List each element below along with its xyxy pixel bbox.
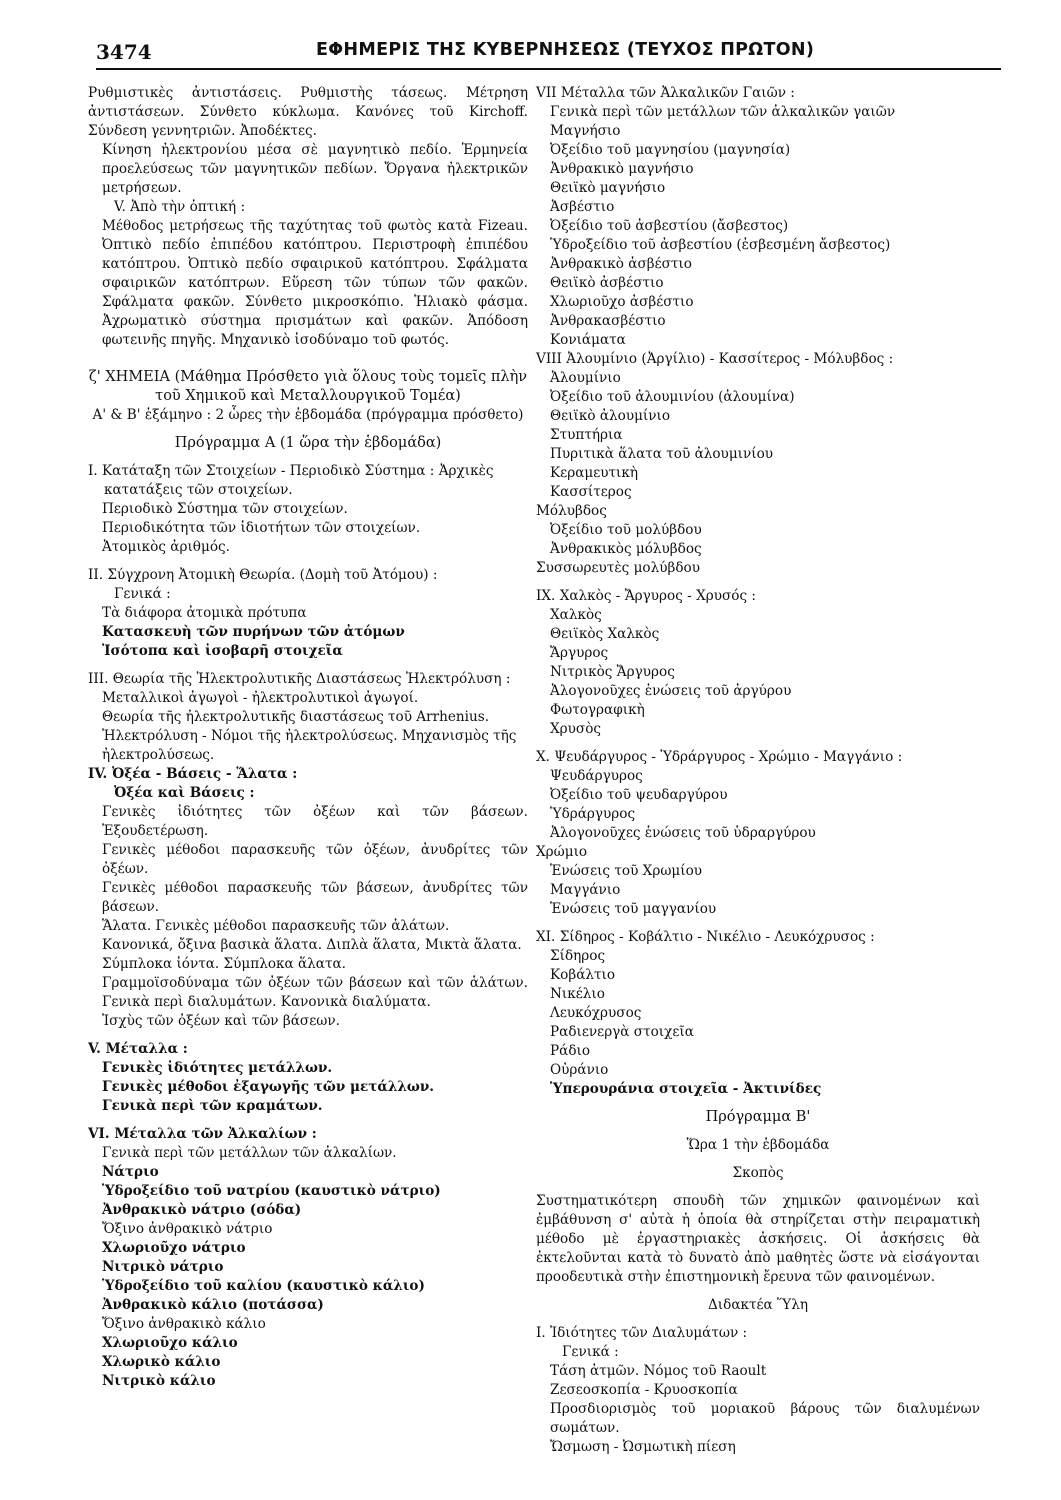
list-item: Ἠλεκτρόλυση - Νόμοι τῆς ἠλεκτρολύσεως. Μηχανισμὸς τῆς ἠλεκτρολύσεως. — [102, 728, 517, 763]
list-item: Χλωρικὸ κάλιο — [102, 1354, 221, 1370]
section-4-subheading: Ὀξέα καὶ Βάσεις : — [114, 785, 255, 801]
list-item: Πυριτικὰ ἅλατα τοῦ ἀλουμινίου — [550, 446, 774, 462]
program-b-general: Γενικά : — [562, 1344, 619, 1360]
list-item: Ἀτομικὸς ἀριθμός. — [102, 539, 230, 555]
list-item: Γενικὰ περὶ τῶν μετάλλων τῶν ἀλκαλικῶν γαιῶν — [550, 104, 896, 120]
list-item: Ἀνθρακικὸ ἀσβέστιο — [550, 256, 692, 272]
list-item: Χλωριοῦχο νάτριο — [102, 1240, 246, 1256]
list-item: Ὑδροξείδιο τοῦ καλίου (καυστικὸ κάλιο) — [102, 1278, 425, 1294]
list-item: Ὑδράργυρος — [550, 806, 636, 822]
list-item: Ἑνώσεις τοῦ Χρωμίου — [550, 863, 703, 879]
list-item: Θειϊκὸ ἀλουμίνιο — [550, 408, 671, 424]
semester-line: Α' & Β' ἑξάμηνο : 2 ὧρες τὴν ἑβδομάδα (πρόγραμμα πρόσθετο) — [92, 407, 524, 423]
taught-material-heading: Διδακτέα Ὕλη — [707, 1297, 809, 1313]
list-item: Οὐράνιο — [550, 1062, 609, 1078]
list-item: Κατασκευὴ τῶν πυρήνων τῶν ἀτόμων — [102, 624, 405, 640]
list-item: Σύμπλοκα ἰόντα. Σύμπλοκα ἅλατα. — [102, 956, 346, 972]
purpose-heading: Σκοπὸς — [732, 1165, 784, 1181]
list-item: Μεταλλικοὶ ἀγωγοὶ - ἠλεκτρολυτικοὶ ἀγωγοί. — [102, 690, 419, 706]
list-item: Ραδιενεργὰ στοιχεῖα — [550, 1024, 694, 1040]
list-item: Περιοδικότητα τῶν ἰδιοτήτων τῶν στοιχείων. — [102, 520, 421, 536]
list-item: Θεωρία τῆς ἠλεκτρολυτικῆς διαστάσεως τοῦ Arrhenius. — [102, 709, 490, 725]
section-6-title: VI. Μέταλλα τῶν Ἀλκαλίων : — [88, 1126, 317, 1142]
list-item: Συσσωρευτὲς μολύβδου — [536, 560, 700, 576]
chemistry-heading: ζ' ΧΗΜΕΙΑ (Μάθημα Πρόσθετο γιὰ ὅλους τοὺς τομεῖς πλὴν τοῦ Χημικοῦ καὶ Μεταλλουργικοῦ Τομέα) — [88, 369, 528, 404]
optics-heading: V. Ἀπὸ τὴν ὀπτική : — [114, 199, 246, 215]
section-4-title: IV. Ὀξέα - Βάσεις - Ἅλατα : — [88, 766, 298, 782]
list-item: Χλωριοῦχο κάλιο — [102, 1335, 238, 1351]
intro-paragraph-1: Ρυθμιστικὲς ἀντιστάσεις. Ρυθμιστὴς τάσεως. Μέτρηση ἀντιστάσεων. Σύνθετο κύκλωμα. Κανόνες τοῦ Kirchoff. Σύνδεση γεννητριῶν. Ἀποδέκτες. — [88, 85, 528, 139]
list-item: Λευκόχρυσος — [550, 1005, 642, 1021]
list-item: Ὀξείδιο τοῦ ψευδαργύρου — [550, 787, 728, 803]
list-item: Νιτρικὸς Ἄργυρος — [550, 664, 675, 680]
list-item: Ψευδάργυρος — [550, 768, 643, 784]
section-7-title: VII Μέταλλα τῶν Ἀλκαλικῶν Γαιῶν : — [536, 85, 795, 101]
list-item: Ἅλατα. Γενικὲς μέθοδοι παρασκευῆς τῶν ἁλάτων. — [102, 918, 450, 934]
list-item: Ἀνθρακασβέστιο — [550, 313, 666, 329]
program-b-section-1-title: I. Ἰδιότητες τῶν Διαλυμάτων : — [536, 1325, 748, 1341]
section-10-title: X. Ψευδάργυρος - Ὑδράργυρος - Χρώμιο - Μαγγάνιο : — [536, 749, 903, 765]
list-item: Μόλυβδος — [536, 503, 607, 519]
gazette-title: ΕΦΗΜΕΡΙΣ ΤΗΣ ΚΥΒΕΡΝΗΣΕΩΣ (ΤΕΥΧΟΣ ΠΡΩΤΟΝ) — [316, 40, 815, 60]
list-item: Νικέλιο — [550, 986, 605, 1002]
list-item: Ὀξείδιο τοῦ μολύβδου — [550, 522, 702, 538]
list-item: Κοβάλτιο — [550, 967, 616, 983]
list-item: Ἀλουμίνιο — [550, 370, 621, 386]
list-item: Γενικὰ περὶ τῶν κραμάτων. — [102, 1098, 323, 1114]
list-item: Ἀλογονοῦχες ἑνώσεις τοῦ ὑδραργύρου — [550, 825, 816, 841]
section-11-title: XI. Σίδηρος - Κοβάλτιο - Νικέλιο - Λευκόχρυσος : — [536, 929, 875, 945]
page-header — [96, 36, 1001, 76]
list-item: Γενικὲς ἰδιότητες μετάλλων. — [102, 1060, 333, 1076]
list-item: Ὑδροξείδιο τοῦ νατρίου (καυστικὸ νάτριο) — [102, 1183, 441, 1199]
list-item: Ἄργυρος — [550, 645, 609, 661]
header-rule — [96, 68, 1001, 70]
section-2-title: II. Σύγχρονη Ἀτομικὴ Θεωρία. (Δομὴ τοῦ Ἀτόμου) : — [88, 567, 438, 583]
list-item: Ὀξείδιο τοῦ ἀλουμινίου (ἀλουμίνα) — [550, 389, 795, 405]
list-item: Ἀλογονοῦχες ἑνώσεις τοῦ ἀργύρου — [550, 683, 792, 699]
list-item: Γραμμοϊσοδύναμα τῶν ὀξέων τῶν βάσεων καὶ τῶν ἁλάτων. Γενικὰ περὶ διαλυμάτων. Κανονικὰ διαλύματα. — [102, 975, 528, 1010]
list-item: Κασσίτερος — [550, 484, 632, 500]
list-item: Νιτρικὸ νάτριο — [102, 1259, 224, 1275]
list-item: Φωτογραφικὴ — [550, 702, 645, 718]
list-item: Ράδιο — [550, 1043, 591, 1059]
list-item: Θειϊκὸς Χαλκὸς — [550, 626, 660, 642]
list-item: Προσδιορισμὸς τοῦ μοριακοῦ βάρους τῶν διαλυμένων σωμάτων. — [550, 1401, 980, 1436]
list-item: Χρυσὸς — [550, 721, 602, 737]
hour-line: Ὥρα 1 τὴν ἑβδομάδα — [686, 1137, 830, 1153]
list-item: Μαγγάνιο — [550, 882, 621, 898]
list-item: Ζεσεοσκοπία - Κρυοσκοπία — [550, 1382, 738, 1398]
list-item: Ὑδροξείδιο τοῦ ἀσβεστίου (ἐσβεσμένη ἄσβεστος) — [550, 237, 891, 253]
optics-paragraph: Μέθοδος μετρήσεως τῆς ταχύτητας τοῦ φωτὸς κατὰ Fizeau. Ὀπτικὸ πεδίο ἐπιπέδου κατόπτρου. Περιστροφὴ ἐπιπέδου κατόπτρου. Ὀπτικὸ πεδίο σφαιρικοῦ κατόπτρου. Σφάλματα σφαιρικῶν κατόπτρων. Εὕρεση τῶν τύπων τῶν φακῶν. Σφάλματα φακῶν. Σύνθετο μικροσκόπιο. Ἡλιακὸ φάσμα. Ἀχρωματικὸ σύστημα πρισμάτων καὶ φακῶν. Ἀπόδοση φωτεινῆς πηγῆς. Μηχανικὸ ἰσοδύναμο τοῦ φωτός. — [102, 218, 528, 348]
list-item: Ἰσχὺς τῶν ὀξέων καὶ τῶν βάσεων. — [102, 1013, 340, 1029]
list-item: Στυπτήρια — [550, 427, 623, 443]
list-item: Ὄξινο ἀνθρακικὸ νάτριο — [102, 1221, 273, 1237]
list-item: Θειϊκὸ μαγνήσιο — [550, 180, 666, 196]
list-item: Κονιάματα — [550, 332, 626, 348]
list-item: Χρώμιο — [536, 844, 588, 860]
intro-paragraph-2: Κίνηση ἠλεκτρονίου μέσα σὲ μαγνητικὸ πεδίο. Ἑρμηνεία προελεύσεως τῶν μαγνητικῶν πεδίων. Ὄργανα ἠλεκτρικῶν μετρήσεων. — [102, 142, 528, 196]
list-item: Γενικὲς μέθοδοι παρασκευῆς τῶν ὀξέων, ἀνυδρίτες τῶν ὀξέων. — [102, 842, 528, 877]
list-item: Γενικὲς μέθοδοι ἐξαγωγῆς τῶν μετάλλων. — [102, 1079, 434, 1095]
list-item: Ἑνώσεις τοῦ μαγγανίου — [550, 901, 717, 917]
section-9-title: IX. Χαλκὸς - Ἄργυρος - Χρυσός : — [536, 588, 756, 604]
list-item: Χαλκὸς — [550, 607, 602, 623]
list-item: Ὄξινο ἀνθρακικὸ κάλιο — [102, 1316, 266, 1332]
section-1-title: I. Κατάταξη τῶν Στοιχείων - Περιοδικὸ Σύστημα : Ἀρχικὲς κατατάξεις τῶν στοιχείων. — [88, 463, 494, 498]
list-item: Νιτρικὸ κάλιο — [102, 1373, 216, 1389]
list-item: Μαγνήσιο — [550, 123, 621, 139]
list-item: Χλωριοῦχο ἀσβέστιο — [550, 294, 694, 310]
list-item: Ὀξείδιο τοῦ ἀσβεστίου (ἄσβεστος) — [550, 218, 789, 234]
list-item: Γενικὲς ἰδιότητες τῶν ὀξέων καὶ τῶν βάσεων. Ἐξουδετέρωση. — [102, 804, 528, 839]
list-item: Περιοδικὸ Σύστημα τῶν στοιχείων. — [102, 501, 348, 517]
list-item: Ὑπερουράνια στοιχεῖα - Ἀκτινίδες — [550, 1081, 822, 1097]
list-item: Ἀνθρακικὸ μαγνήσιο — [550, 161, 694, 177]
section-2-general: Γενικά : — [114, 586, 171, 602]
purpose-paragraph: Συστηματικότερη σπουδὴ τῶν χημικῶν φαινομένων καὶ ἐμβάθυνση σ' αὐτὰ ἡ ὁποία θὰ στηρίζεται στὴν πειραματικὴ μέθοδο μὲ ἐργαστηριακὲς ἀσκήσεις. Οἱ ἀσκήσεις θὰ ἐκτελοῦνται κατὰ τὸ δυνατὸ ἀπὸ μαθητὲς ὥστε νὰ εἰσάγονται προοδευτικὰ στὴν ἐπιστημονικὴ ἔρευνα τῶν φαινομένων. — [536, 1193, 980, 1285]
list-item: Τὰ διάφορα ἀτομικὰ πρότυπα — [102, 605, 307, 621]
section-3-title: III. Θεωρία τῆς Ἠλεκτρολυτικῆς Διαστάσεως Ἠλεκτρόλυση : — [88, 671, 511, 687]
list-item: Ἰσότοπα καὶ ἰσοβαρῆ στοιχεῖα — [102, 643, 343, 659]
section-8-title: VIII Ἀλουμίνιο (Ἀργίλιο) - Κασσίτερος - Μόλυβδος : — [536, 351, 894, 367]
list-item: Κεραμευτικὴ — [550, 465, 639, 481]
list-item: Τάση ἀτμῶν. Νόμος τοῦ Raoult — [550, 1363, 767, 1379]
page-number: 3474 — [96, 40, 152, 64]
list-item: Νάτριο — [102, 1164, 159, 1180]
list-item: Γενικὰ περὶ τῶν μετάλλων τῶν ἀλκαλίων. — [102, 1145, 397, 1161]
program-a-heading: Πρόγραμμα Α (1 ὥρα τὴν ἑβδομάδα) — [174, 435, 442, 451]
list-item: Ἀσβέστιο — [550, 199, 615, 215]
list-item: Ὤσμωση - Ὠσμωτικὴ πίεση — [550, 1439, 736, 1455]
list-item: Ἀνθρακικὸ κάλιο (ποτάσσα) — [102, 1297, 324, 1313]
list-item: Θειϊκὸ ἀσβέστιο — [550, 275, 664, 291]
list-item: Ἀνθρακικὸς μόλυβδος — [550, 541, 702, 557]
list-item: Ὀξείδιο τοῦ μαγνησίου (μαγνησία) — [550, 142, 791, 158]
program-b-heading: Πρόγραμμα Β' — [705, 1109, 811, 1125]
section-5-title: V. Μέταλλα : — [88, 1041, 188, 1057]
list-item: Κανονικά, ὄξινα βασικὰ ἅλατα. Διπλὰ ἅλατα, Μικτὰ ἅλατα. — [102, 937, 522, 953]
right-column — [536, 84, 980, 1457]
list-item: Σίδηρος — [550, 948, 606, 964]
left-column — [88, 84, 528, 1391]
list-item: Ἀνθρακικὸ νάτριο (σόδα) — [102, 1202, 302, 1218]
list-item: Γενικὲς μέθοδοι παρασκευῆς τῶν βάσεων, ἀνυδρίτες τῶν βάσεων. — [102, 880, 528, 915]
